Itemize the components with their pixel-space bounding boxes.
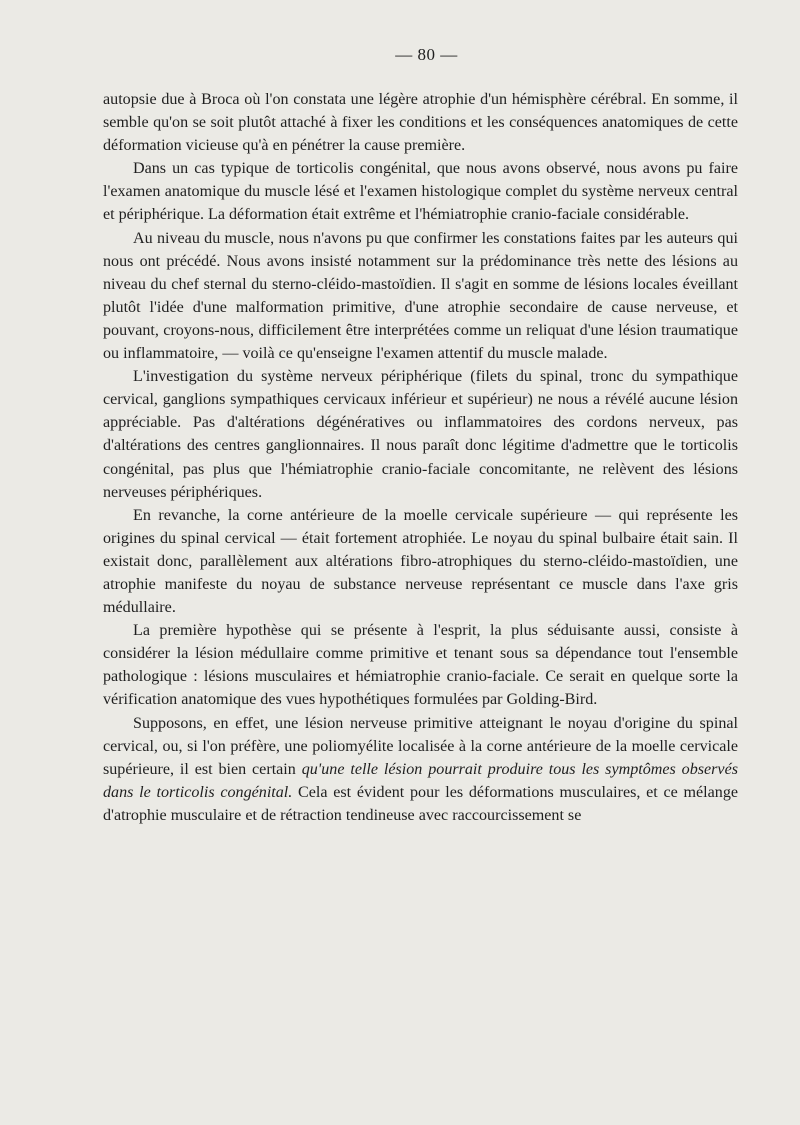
paragraph-7-text-after: Cela est évident pour les déformations musculaires, et ce mélange d'atrophie musculaire et de rétraction tendineuse avec raccourcissement se: [103, 783, 739, 824]
paragraph-5: En revanche, la corne antérieure de la moelle cervicale supérieure — qui représente les origines du spinal cervical — était fortement atrophiée. Le noyau du spinal bulbaire était sain. Il existait donc, parallèlement aux altérations fibro-atrophiques du sterno-cléido-mastoïdien, une atrophie manifeste du noyau de substance nerveuse représentant ce muscle dans l'axe gris médullaire.: [103, 506, 738, 617]
paragraph-7-text-before: Supposons, en effet, une lésion nerveuse primitive atteignant le noyau d'origine du spinal cervical, ou, si l'on préfère, une poliomyélite localisée à la corne antérieure de la moelle cervicale supérieure, il est bien certain: [103, 714, 738, 778]
page-number: — 80 —: [395, 45, 458, 64]
paragraph-6: La première hypothèse qui se présente à l'esprit, la plus séduisante aussi, consiste à considérer la lésion médullaire comme primitive et tenant sous sa dépendance tout l'ensemble pathologique : lésions musculaires et hémiatrophie cranio-faciale. Ce serait en quelque sorte la vérification anatomique des vues hypothétiques formulées par Golding-Bird.: [103, 622, 738, 709]
paragraph-7-italic-text: qu'une telle lésion pourrait produire tous les symptômes observés dans le torticolis congénital.: [103, 760, 738, 801]
paragraph-4: L'investigation du système nerveux périphérique (filets du spinal, tronc du sympathique cervical, ganglions sympathiques cervicaux inférieur et supérieur) ne nous a révélé aucune lésion appréciable. Pas d'altérations dégénératives ou inflammatoires des cordons nerveux, pas d'altérations des centres ganglionnaires. Il nous paraît donc légitime d'admettre que le torticolis congénital, pas plus que l'hémiatrophie cranio-faciale concomitante, ne relèvent des lésions nerveuses périphériques.: [103, 368, 738, 501]
paragraph-7: [103, 712, 738, 827]
paragraph-3: Au niveau du muscle, nous n'avons pu que confirmer les constations faites par les auteurs qui nous ont précédé. Nous avons insisté notamment sur la prédominance très nette des lésions au niveau du chef sternal du sterno-cléido-mastoïdien. Il s'agit en somme de lésions locales éveillant plutôt l'idée d'une malformation primitive, d'une atrophie secondaire de cause nerveuse, et pouvant, croyons-nous, difficilement être interprétées comme un reliquat d'une lésion traumatique ou inflammatoire, — voilà ce qu'enseigne l'examen attentif du muscle malade.: [103, 229, 738, 363]
paragraph-2: Dans un cas typique de torticolis congénital, que nous avons observé, nous avons pu faire l'examen anatomique du muscle lésé et l'examen histologique complet du système nerveux central et périphérique. La déformation était extrême et l'hémiatrophie cranio-faciale considérable.: [103, 160, 738, 224]
paragraph-1: autopsie due à Broca où l'on constata une légère atrophie d'un hémisphère cérébral. En somme, il semble qu'on se soit plutôt attaché à fixer les conditions et les conséquences anatomiques de cette déformation vicieuse qu'à en pénétrer la cause première.: [103, 91, 738, 155]
